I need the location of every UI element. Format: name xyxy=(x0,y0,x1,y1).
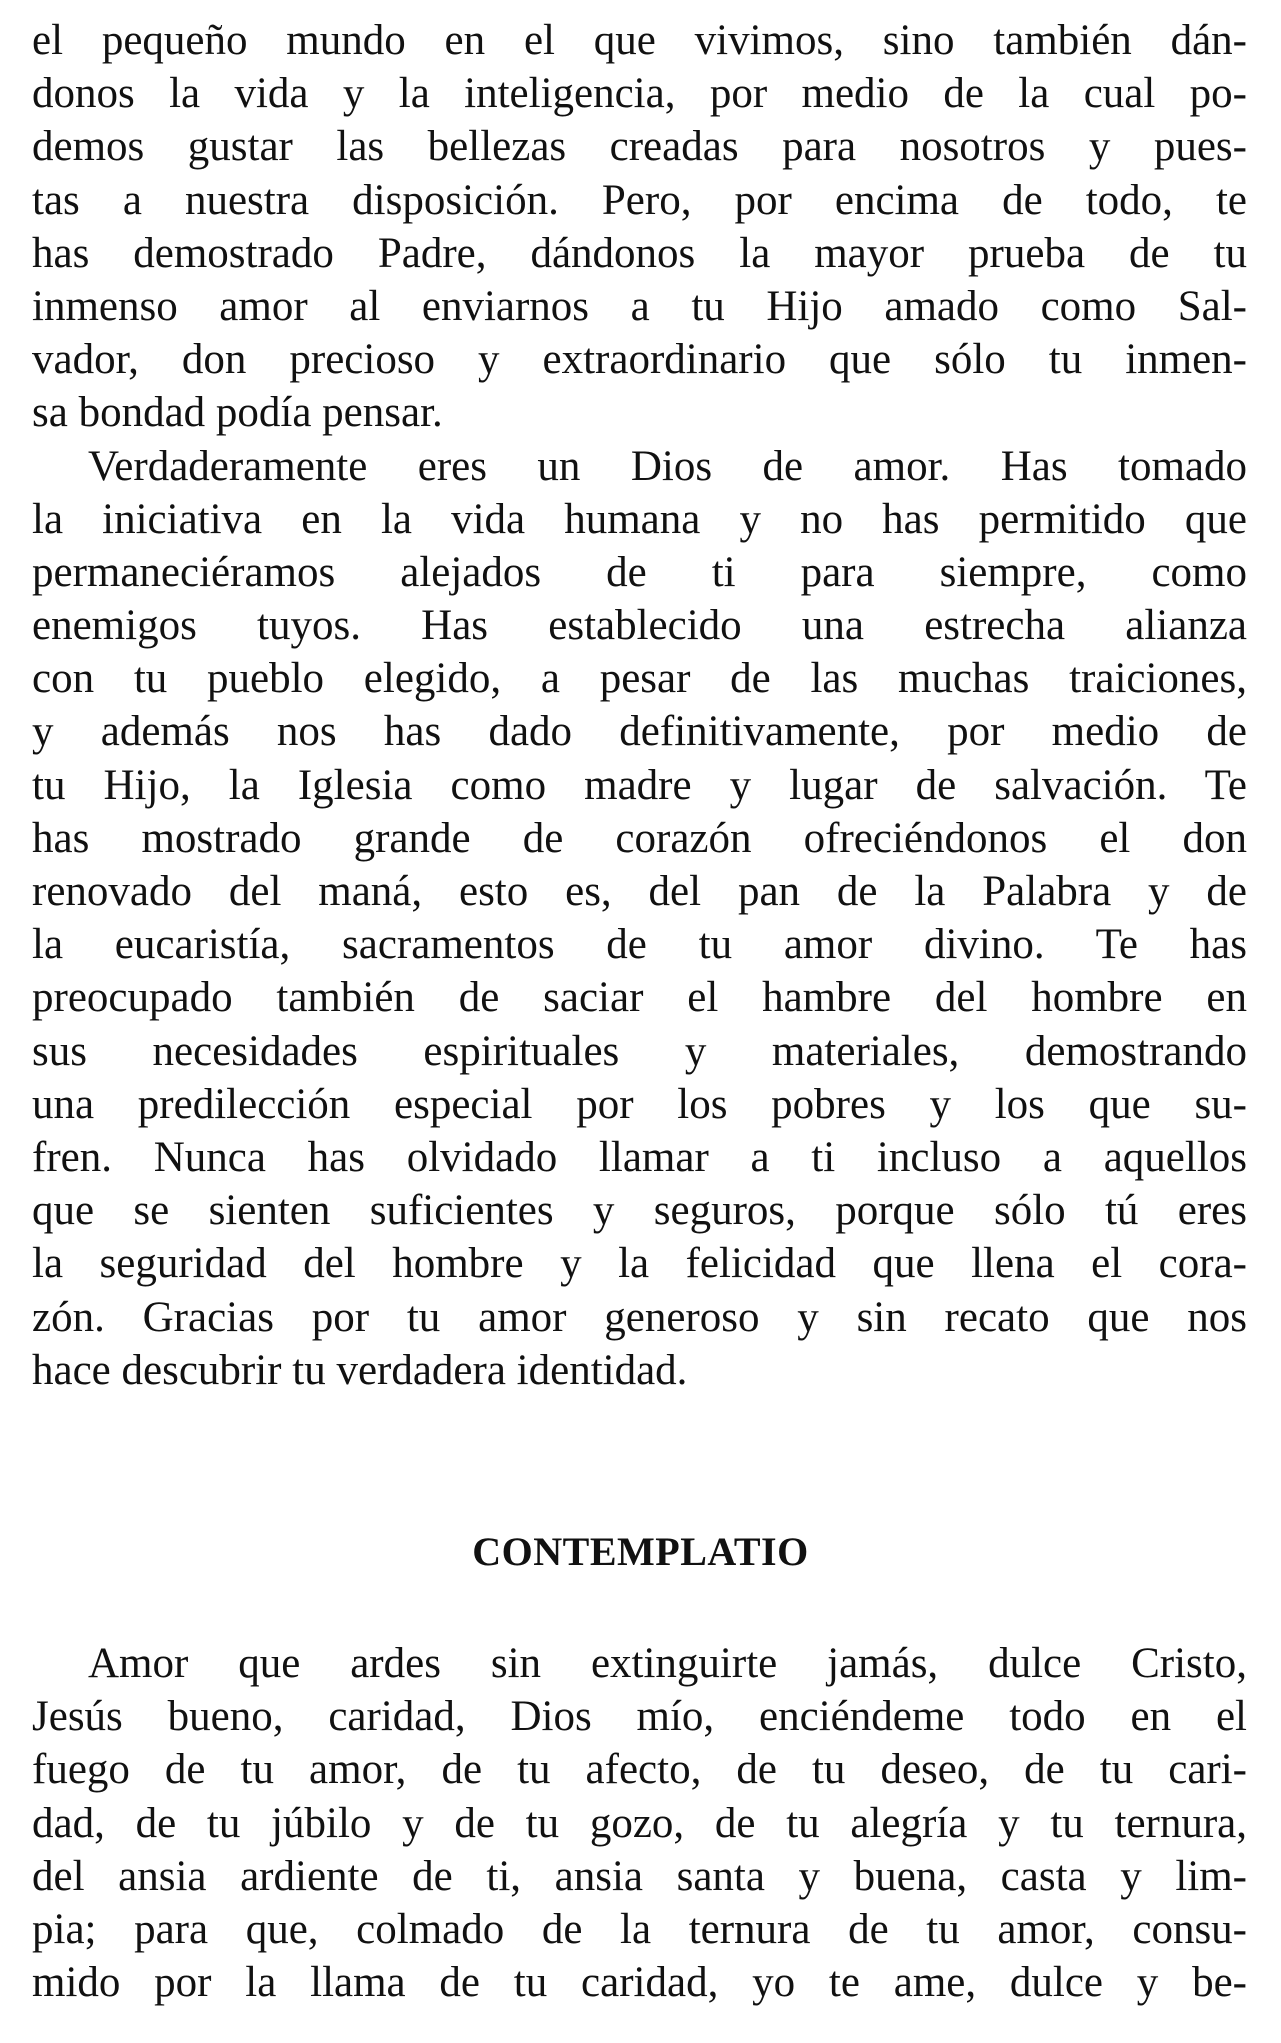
text-line: que se sienten suficientes y seguros, porque sólo tú eres xyxy=(32,1187,1247,1235)
text-line: una predilección especial por los pobres y los que su- xyxy=(32,1080,1247,1128)
text-line: renovado del maná, esto es, del pan de la Palabra y de xyxy=(32,868,1247,915)
text-line: has mostrado grande de corazón ofreciéndonos el don xyxy=(32,814,1247,862)
text-line: vador, don precioso y extraordinario que sólo tu inmen- xyxy=(32,336,1247,384)
text-line: la seguridad del hombre y la felicidad que llena el cora- xyxy=(32,1240,1247,1288)
text-line: donos la vida y la inteligencia, por medio de la cual po- xyxy=(32,70,1247,118)
paragraph-1 xyxy=(32,14,1247,440)
text-line: la iniciativa en la vida humana y no has permitido que xyxy=(32,495,1247,543)
paragraph-2 xyxy=(32,440,1247,1397)
text-line: sa bondad podía pensar. xyxy=(32,389,443,437)
text-line: has demostrado Padre, dándonos la mayor prueba de tu xyxy=(32,229,1247,277)
text-line: tu Hijo, la Iglesia como madre y lugar de salvación. Te xyxy=(32,761,1247,809)
text-line: enemigos tuyos. Has establecido una estrecha alianza xyxy=(32,602,1247,650)
text-line: la eucaristía, sacramentos de tu amor divino. Te has xyxy=(32,921,1247,969)
text-line: sus necesidades espirituales y materiales, demostrando xyxy=(32,1027,1247,1075)
text-line: hace descubrir tu verdadera identidad. xyxy=(32,1346,688,1394)
text-line: permaneciéramos alejados de ti para siempre, como xyxy=(32,548,1247,596)
text-line: pia; para que, colmado de la ternura de tu amor, consu- xyxy=(32,1905,1247,1953)
page-body xyxy=(32,14,1247,1397)
text-line: mido por la llama de tu caridad, yo te ame, dulce y be- xyxy=(32,1959,1247,2007)
text-line: inmenso amor al enviarnos a tu Hijo amado como Sal- xyxy=(32,282,1247,330)
text-line: Verdaderamente eres un Dios de amor. Has tomado xyxy=(88,442,1247,490)
text-line: fren. Nunca has olvidado llamar a ti incluso a aquellos xyxy=(32,1133,1247,1181)
text-line: Amor que ardes sin extinguirte jamás, dulce Cristo, xyxy=(88,1640,1247,1687)
text-line: y además nos has dado definitivamente, por medio de xyxy=(32,708,1247,756)
text-line: demos gustar las bellezas creadas para nosotros y pues- xyxy=(32,123,1247,171)
text-line: fuego de tu amor, de tu afecto, de tu deseo, de tu cari- xyxy=(32,1746,1247,1794)
text-line: el pequeño mundo en el que vivimos, sino también dán- xyxy=(32,17,1247,64)
text-line: con tu pueblo elegido, a pesar de las muchas traiciones, xyxy=(32,655,1247,703)
text-line: preocupado también de saciar el hambre del hombre en xyxy=(32,974,1247,1022)
section-heading: CONTEMPLATIO xyxy=(472,1529,809,1574)
text-line: Jesús bueno, caridad, Dios mío, enciéndeme todo en el xyxy=(32,1693,1247,1741)
text-line: zón. Gracias por tu amor generoso y sin recato que nos xyxy=(32,1293,1247,1341)
text-line: dad, de tu júbilo y de tu gozo, de tu alegría y tu ternura, xyxy=(32,1799,1247,1847)
text-line: del ansia ardiente de ti, ansia santa y buena, casta y lim- xyxy=(32,1852,1247,1900)
paragraph-3 xyxy=(32,1637,1247,2009)
text-line: tas a nuestra disposición. Pero, por encima de todo, te xyxy=(32,176,1247,224)
